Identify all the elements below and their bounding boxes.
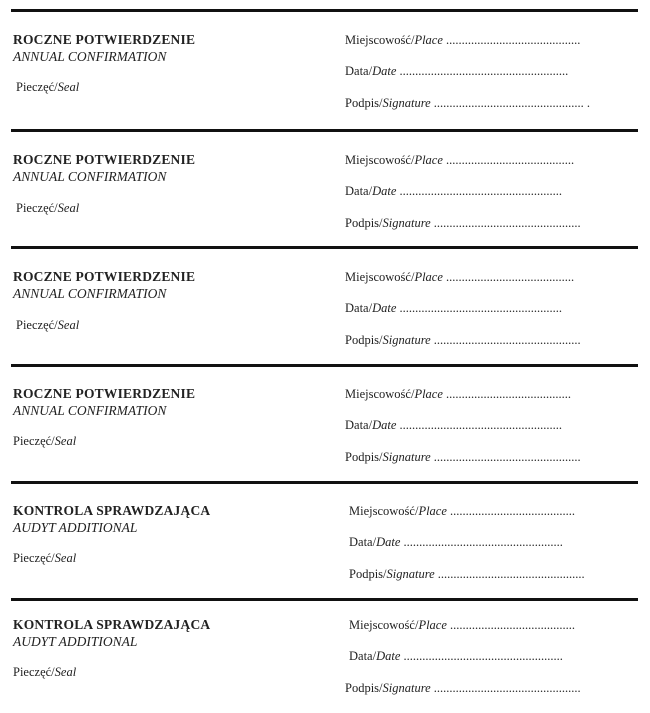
section-subtitle: ANNUAL CONFIRMATION	[13, 49, 167, 64]
signature-field[interactable]: Podpis/Signature ...............................................	[345, 450, 581, 464]
section-title: ROCZNE POTWIERDZENIE	[13, 269, 196, 284]
place-field[interactable]: Miejscowość/Place ...........................................	[345, 33, 581, 47]
place-field[interactable]: Miejscowość/Place ........................................	[349, 504, 576, 518]
section-subtitle: AUDYT ADDITIONAL	[13, 634, 138, 649]
date-field[interactable]: Data/Date ....................................................	[345, 418, 563, 432]
seal-label: Pieczęć/Seal	[16, 201, 80, 215]
seal-label: Pieczęć/Seal	[13, 434, 77, 448]
divider-top	[11, 9, 638, 12]
divider-5	[11, 598, 638, 601]
signature-field[interactable]: Podpis/Signature ...............................................	[345, 216, 581, 230]
section-title: ROCZNE POTWIERDZENIE	[13, 386, 196, 401]
signature-field[interactable]: Podpis/Signature ...............................................	[349, 567, 585, 581]
divider-2	[11, 246, 638, 249]
date-field[interactable]: Data/Date ......................................................	[345, 64, 569, 78]
place-field[interactable]: Miejscowość/Place ........................................	[345, 387, 572, 401]
section-subtitle: ANNUAL CONFIRMATION	[13, 403, 167, 418]
seal-label: Pieczęć/Seal	[13, 665, 77, 679]
section-subtitle: AUDYT ADDITIONAL	[13, 520, 138, 535]
place-field[interactable]: Miejscowość/Place ........................................	[349, 618, 576, 632]
place-field[interactable]: Miejscowość/Place .........................................	[345, 270, 575, 284]
place-field[interactable]: Miejscowość/Place .........................................	[345, 153, 575, 167]
divider-1	[11, 129, 638, 132]
section-subtitle: ANNUAL CONFIRMATION	[13, 169, 167, 184]
date-field[interactable]: Data/Date ....................................................	[345, 184, 563, 198]
seal-label: Pieczęć/Seal	[16, 80, 80, 94]
signature-field[interactable]: Podpis/Signature ...............................................	[345, 333, 581, 347]
divider-3	[11, 364, 638, 367]
section-title: KONTROLA SPRAWDZAJĄCA	[13, 503, 211, 518]
date-field[interactable]: Data/Date ....................................................	[345, 301, 563, 315]
signature-field[interactable]: Podpis/Signature ................................................ .	[345, 96, 591, 110]
section-title: ROCZNE POTWIERDZENIE	[13, 152, 196, 167]
signature-field[interactable]: Podpis/Signature ...............................................	[345, 681, 581, 695]
section-title: KONTROLA SPRAWDZAJĄCA	[13, 617, 211, 632]
date-field[interactable]: Data/Date ...................................................	[349, 535, 563, 549]
divider-4	[11, 481, 638, 484]
date-field[interactable]: Data/Date ...................................................	[349, 649, 563, 663]
seal-label: Pieczęć/Seal	[16, 318, 80, 332]
seal-label: Pieczęć/Seal	[13, 551, 77, 565]
section-title: ROCZNE POTWIERDZENIE	[13, 32, 196, 47]
section-subtitle: ANNUAL CONFIRMATION	[13, 286, 167, 301]
